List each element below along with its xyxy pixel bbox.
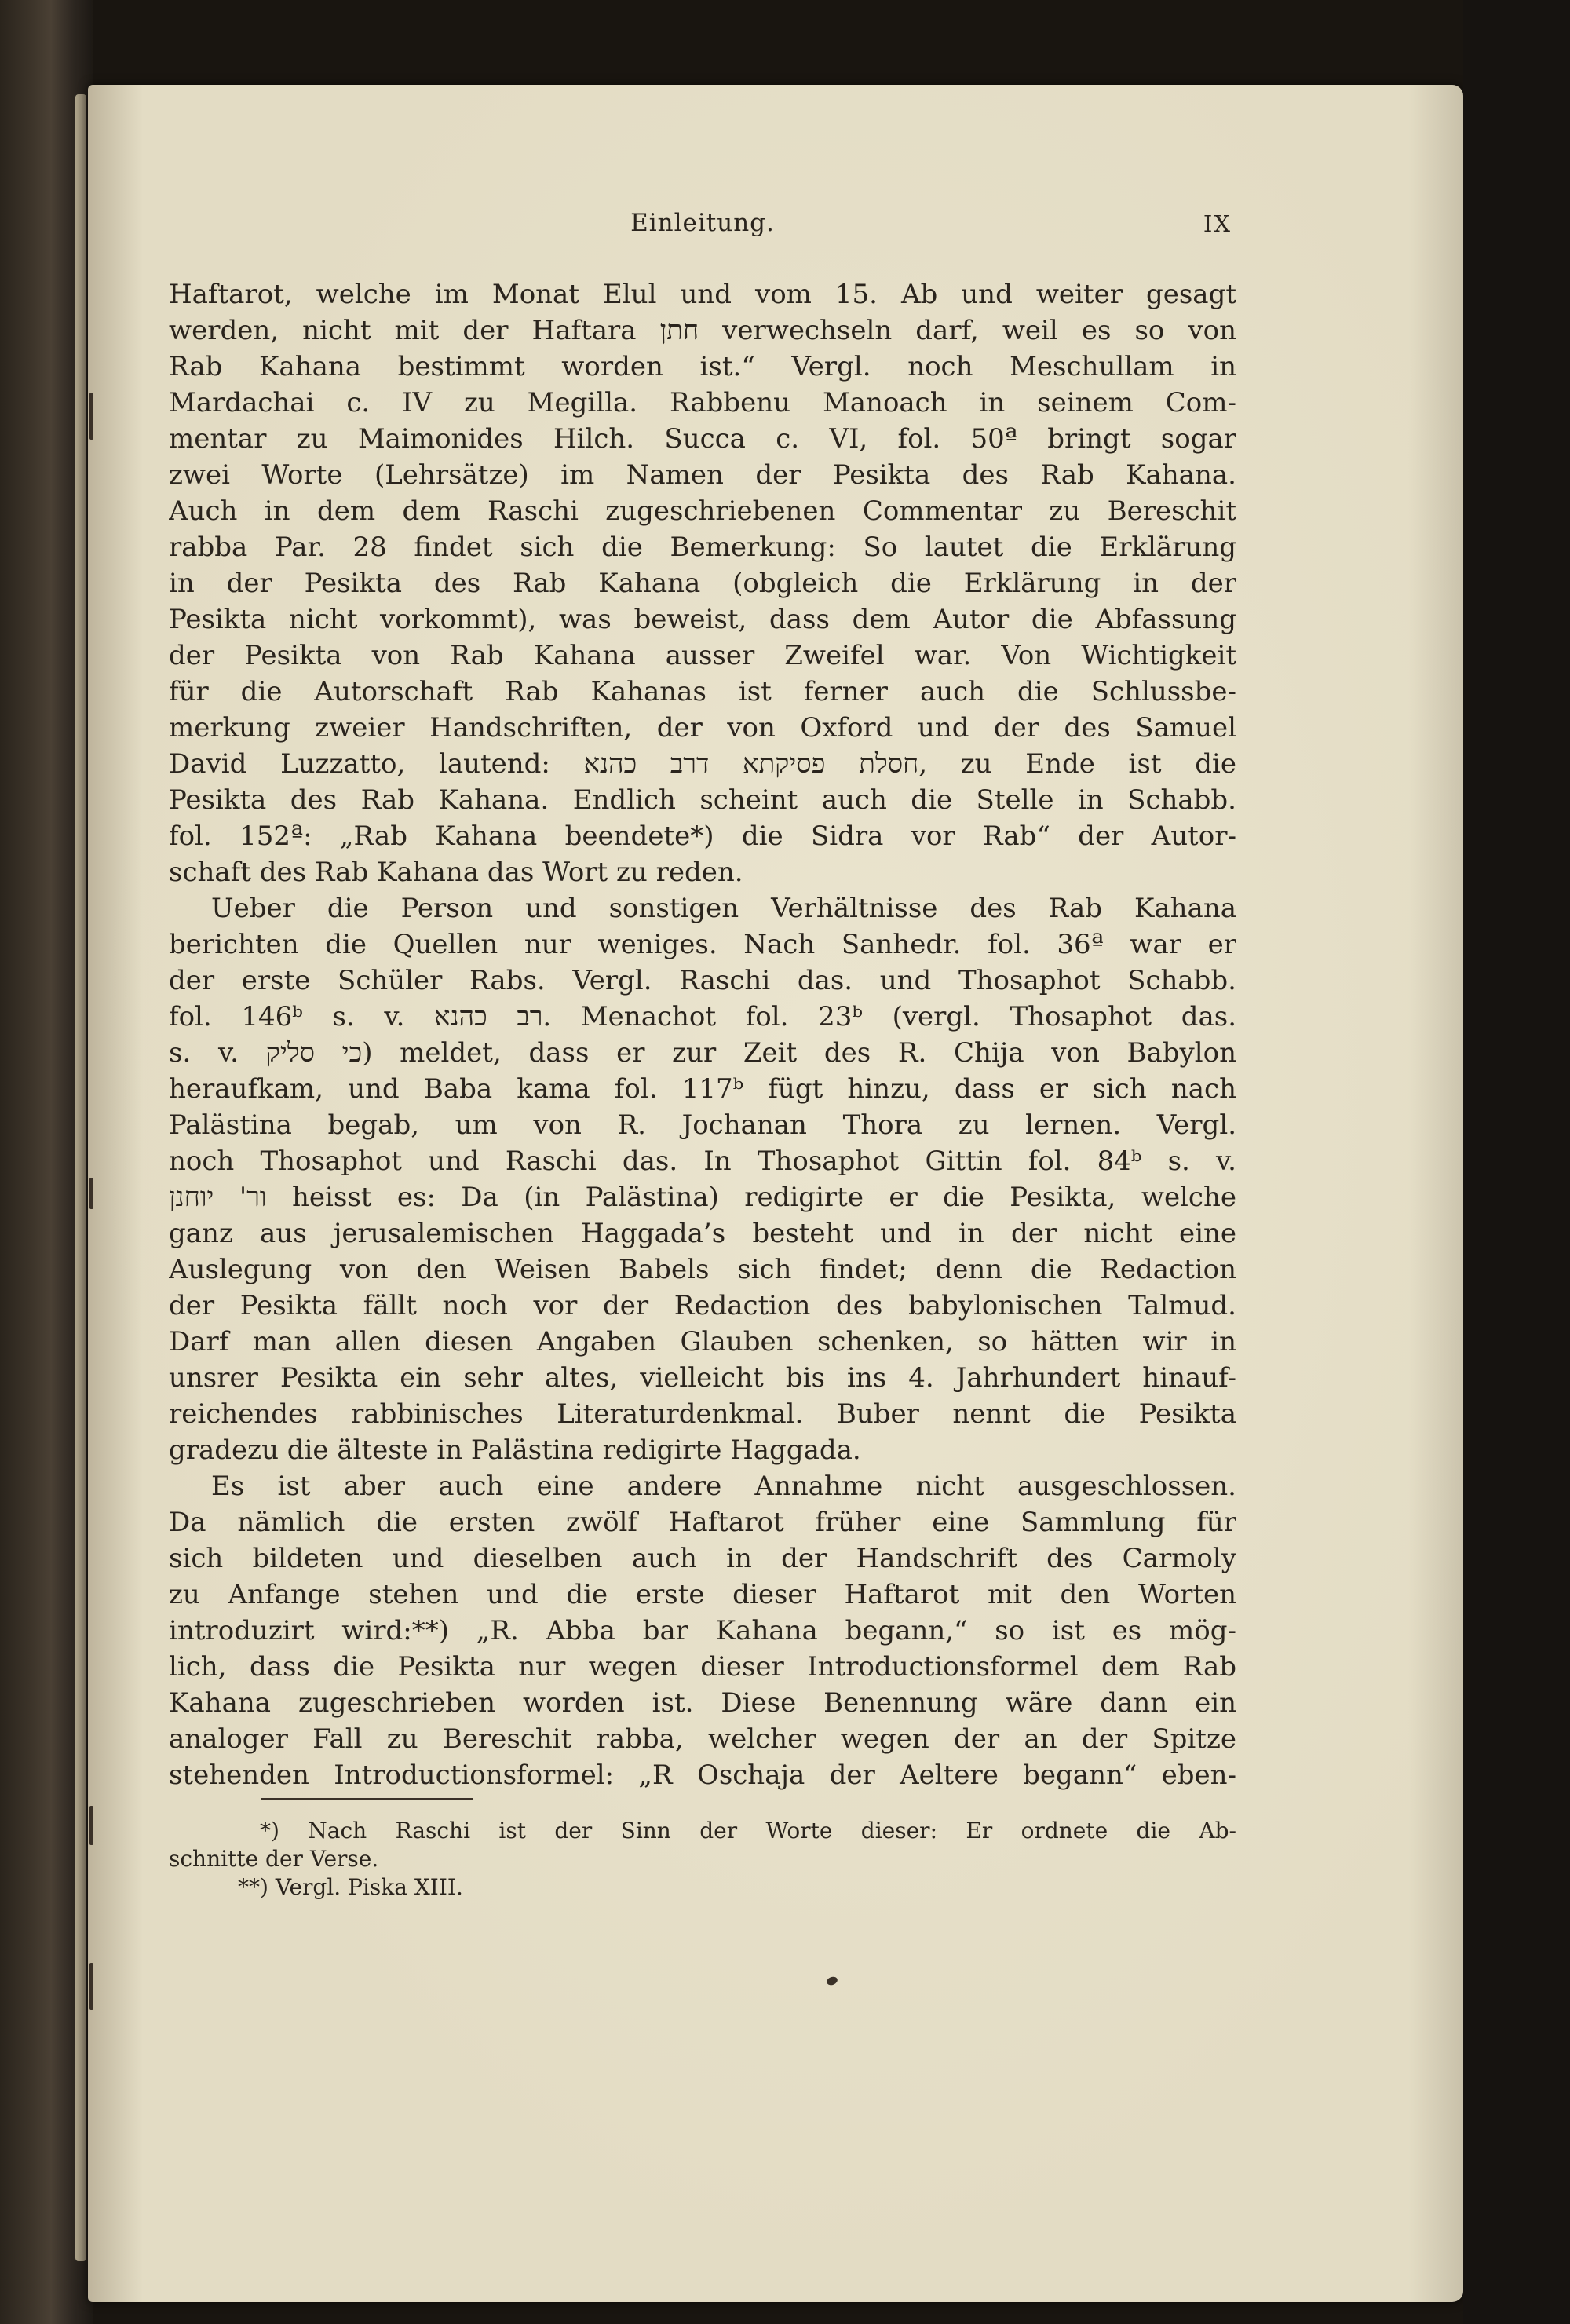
text-line: für die Autorschaft Rab Kahanas ist ferner auch die Schlussbe-	[169, 676, 1236, 707]
margin-mark	[89, 1806, 93, 1845]
text-line: mentar zu Maimonides Hilch. Succa c. VI, fol. 50ª bringt sogar	[169, 423, 1236, 455]
text-line: David Luzzatto, lautend: חסלת פסיקתא דרב כהנא, zu Ende ist die	[169, 748, 1236, 780]
footnote-1: *) Nach Raschi ist der Sinn der Worte dieser: Er ordnete die Ab-	[260, 1818, 1236, 1843]
paragraph-start: Es ist aber auch eine andere Annahme nicht ausgeschlossen.	[211, 1471, 1236, 1502]
text-line: Rab Kahana bestimmt worden ist.“ Vergl. noch Meschullam in	[169, 351, 1236, 382]
text-line: Da nämlich die ersten zwölf Haftarot früher eine Sammlung für	[169, 1507, 1236, 1538]
footnote-2: **) Vergl. Piska XIII.	[238, 1874, 463, 1900]
body-text	[169, 276, 1236, 1793]
text-line: fol. 152ª: „Rab Kahana beendete*) die Sidra vor Rab“ der Autor-	[169, 820, 1236, 852]
text-line: zu Anfange stehen und die erste dieser Haftarot mit den Worten	[169, 1579, 1236, 1610]
text-line: Pesikta des Rab Kahana. Endlich scheint auch die Stelle in Schabb.	[169, 784, 1236, 816]
text-line: Kahana zugeschrieben worden ist. Diese Benennung wäre dann ein	[169, 1687, 1236, 1719]
text-line: s. v. כי סליק) meldet, dass er zur Zeit des R. Chija von Babylon	[169, 1037, 1236, 1069]
paragraph-start: Ueber die Person und sonstigen Verhältnisse des Rab Kahana	[211, 893, 1236, 924]
footnotes	[169, 1817, 1236, 1902]
text-line: Auch in dem dem Raschi zugeschriebenen Commentar zu Bereschit	[169, 495, 1236, 527]
text-line: merkung zweier Handschriften, der von Oxford und der des Samuel	[169, 712, 1236, 744]
text-line: lich, dass die Pesikta nur wegen dieser Introductionsformel dem Rab	[169, 1651, 1236, 1683]
text-line: gradezu die älteste in Palästina redigirte Haggada.	[169, 1434, 861, 1466]
text-line: ור' יוחנן heisst es: Da (in Palästina) redigirte er die Pesikta, welche	[169, 1182, 1236, 1213]
text-line: heraufkam, und Baba kama fol. 117ᵇ fügt hinzu, dass er sich nach	[169, 1073, 1236, 1105]
margin-mark	[89, 1178, 93, 1209]
footnote-rule	[261, 1798, 473, 1800]
text-line: analoger Fall zu Bereschit rabba, welcher wegen der an der Spitze	[169, 1723, 1236, 1755]
text-line: unsrer Pesikta ein sehr altes, vielleicht bis ins 4. Jahrhundert hinauf-	[169, 1362, 1236, 1394]
running-head	[169, 209, 1236, 240]
text-line: berichten die Quellen nur weniges. Nach Sanhedr. fol. 36ª war er	[169, 929, 1236, 960]
text-line: rabba Par. 28 findet sich die Bemerkung: So lautet die Erklärung	[169, 532, 1236, 563]
text-line: stehenden Introductionsformel: „R Oschaja der Aeltere begann“ eben-	[169, 1759, 1236, 1791]
footnote-1-continuation: schnitte der Verse.	[169, 1846, 379, 1872]
text-line: reichendes rabbinisches Literaturdenkmal. Buber nennt die Pesikta	[169, 1398, 1236, 1430]
page-number: IX	[1203, 210, 1232, 237]
running-title: Einleitung.	[630, 209, 775, 237]
margin-marks	[88, 157, 97, 2198]
margin-mark	[89, 1963, 93, 2010]
text-line: Haftarot, welche im Monat Elul und vom 15. Ab und weiter gesagt	[169, 279, 1236, 310]
text-line: sich bildeten und dieselben auch in der Handschrift des Carmoly	[169, 1543, 1236, 1574]
text-line: zwei Worte (Lehrsätze) im Namen der Pesikta des Rab Kahana.	[169, 459, 1236, 491]
text-line: fol. 146ᵇ s. v. רב כהנא. Menachot fol. 23ᵇ (vergl. Thosaphot das.	[169, 1001, 1236, 1032]
text-line: Darf man allen diesen Angaben Glauben schenken, so hätten wir in	[169, 1326, 1236, 1357]
text-line: in der Pesikta des Rab Kahana (obgleich die Erklärung in der	[169, 568, 1236, 599]
text-line: noch Thosaphot und Raschi das. In Thosaphot Gittin fol. 84ᵇ s. v.	[169, 1146, 1236, 1177]
text-line: Mardachai c. IV zu Megilla. Rabbenu Manoach in seinem Com-	[169, 387, 1236, 418]
text-line: introduzirt wird:**) „R. Abba bar Kahana begann,“ so ist es mög-	[169, 1615, 1236, 1646]
text-line: der Pesikta von Rab Kahana ausser Zweifel war. Von Wichtigkeit	[169, 640, 1236, 671]
margin-mark	[89, 393, 93, 440]
text-line: Auslegung von den Weisen Babels sich findet; denn die Redaction	[169, 1254, 1236, 1285]
text-line: der Pesikta fällt noch vor der Redaction des babylonischen Talmud.	[169, 1290, 1236, 1321]
text-line: ganz aus jerusalemischen Haggada’s besteht und in der nicht eine	[169, 1218, 1236, 1249]
text-line: schaft des Rab Kahana das Wort zu reden.	[169, 857, 743, 888]
page-edge	[75, 94, 86, 2261]
text-line: werden, nicht mit der Haftara חתן verwechseln darf, weil es so von	[169, 315, 1236, 346]
text-line: Palästina begab, um von R. Jochanan Thora zu lernen. Vergl.	[169, 1109, 1236, 1141]
text-line: der erste Schüler Rabs. Vergl. Raschi das. und Thosaphot Schabb.	[169, 965, 1236, 996]
background-dark	[1463, 0, 1570, 2324]
text-line: Pesikta nicht vorkommt), was beweist, dass dem Autor die Abfassung	[169, 604, 1236, 635]
